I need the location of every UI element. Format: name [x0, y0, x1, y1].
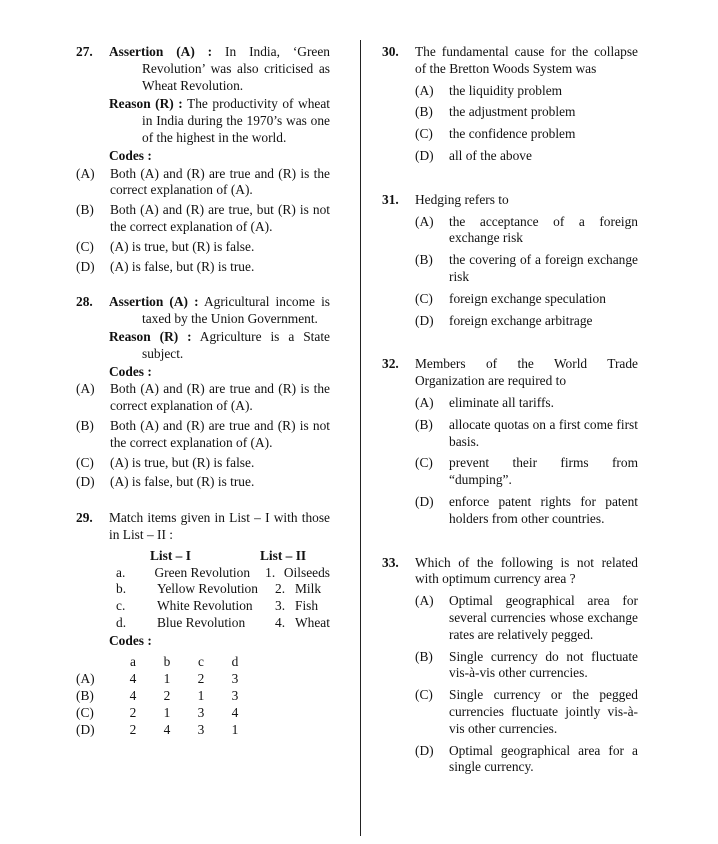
column-divider [360, 40, 361, 836]
option-c[interactable]: (C) the confidence problem [415, 126, 576, 142]
question-number: 33. [382, 554, 399, 570]
match-row: c. White Revolution 3. Fish [116, 598, 319, 614]
assertion [109, 294, 330, 328]
option-b[interactable]: (B) Single currency do not fluctuate vis-à-vis other currencies. [415, 648, 638, 681]
match-row: a. Green Revolution 1. Oilseeds [116, 564, 330, 580]
option-b[interactable]: (B) the adjustment problem [415, 104, 576, 120]
question-text: Members of the World Trade Organization are required to [415, 356, 638, 389]
question-28 [76, 294, 330, 491]
option-d[interactable]: (D) all of the above [415, 147, 532, 163]
option-label: (A) [76, 381, 95, 397]
assertion-label: Assertion (A) : [109, 44, 213, 59]
option-a[interactable] [76, 381, 330, 415]
code-option-d[interactable]: (D) 2 4 3 1 [76, 721, 239, 737]
list-2-heading: List – II [260, 547, 307, 563]
option-c[interactable]: (C) foreign exchange speculation [415, 290, 606, 306]
question-number: 30. [382, 44, 399, 59]
reason-label: Reason (R) : [109, 328, 192, 344]
option-d[interactable]: (D) enforce patent rights for patent holders from other countries. [415, 493, 638, 526]
option-d[interactable]: (D) foreign exchange arbitrage [415, 312, 593, 328]
codes-header-row: a b c d [130, 653, 239, 669]
option-text: Both (A) and (R) are true and (R) is the correct explanation of (A). [110, 381, 330, 414]
option-text: (A) is false, but (R) is true. [110, 258, 255, 274]
option-b[interactable]: (B) the covering of a foreign exchange risk [415, 252, 638, 284]
assertion-text: Agricultural income is taxed by the Union Government. [142, 294, 331, 327]
option-d[interactable] [76, 259, 330, 276]
question-33 [382, 555, 638, 777]
code-option-c[interactable]: (C) 2 1 3 4 [76, 704, 239, 720]
question-text: Hedging refers to [415, 191, 509, 207]
option-label: (D) [76, 474, 95, 490]
question-text: The fundamental cause for the collapse of the Bretton Woods System was [415, 44, 638, 76]
assertion-text: In India, ‘Green Revolution’ was also criticised as Wheat Revolution. [142, 44, 330, 93]
option-a[interactable]: (A) eliminate all tariffs. [415, 394, 554, 410]
question-30 [382, 44, 638, 165]
option-label: (B) [76, 417, 94, 433]
assertion-label: Assertion (A) : [109, 294, 199, 310]
question-27 [76, 44, 330, 275]
left-column [76, 44, 330, 739]
reason [109, 329, 330, 363]
codes-label: Codes : [109, 147, 152, 163]
match-list [76, 565, 330, 632]
option-d[interactable]: (D) Optimal geographical area for a single currency. [415, 742, 638, 775]
question-number: 27. [76, 44, 93, 59]
code-option-a[interactable]: (A) 4 1 2 3 [76, 670, 239, 686]
option-label: (A) [76, 165, 95, 181]
option-b[interactable] [76, 202, 330, 236]
option-text: (A) is true, but (R) is false. [110, 454, 255, 470]
option-c[interactable] [76, 455, 330, 472]
question-text: Match items given in List – I with those in List – II : [109, 510, 330, 542]
reason-label: Reason (R) : [109, 96, 183, 112]
question-number: 28. [76, 294, 93, 310]
codes-label: Codes : [109, 632, 152, 648]
match-row: b. Yellow Revolution 2. Milk [116, 581, 322, 597]
option-a[interactable]: (A) the liquidity problem [415, 82, 563, 98]
reason-text: Agriculture is a State subject. [142, 328, 330, 361]
option-b[interactable]: (B) allocate quotas on a first come first basis. [415, 416, 638, 449]
option-a[interactable] [76, 166, 330, 200]
option-text: Both (A) and (R) are true and (R) is the correct explanation of (A). [110, 165, 330, 198]
option-b[interactable] [76, 418, 330, 452]
question-text: Which of the following is not related with optimum currency area ? [415, 554, 638, 587]
option-label: (C) [76, 454, 94, 470]
reason [109, 96, 330, 146]
question-29 [76, 510, 330, 738]
question-31 [382, 192, 638, 330]
option-label: (D) [76, 258, 95, 274]
question-number: 32. [382, 356, 399, 372]
option-text: (A) is false, but (R) is true. [110, 474, 255, 490]
option-a[interactable]: (A) Optimal geographical area for several currencies whose exchange rates are relatively pegged. [415, 593, 638, 642]
option-c[interactable]: (C) Single currency or the pegged currencies fluctuate jointly vis-à-vis other currencies. [415, 687, 638, 736]
option-d[interactable] [76, 474, 330, 491]
assertion [109, 44, 330, 94]
option-text: Both (A) and (R) are true and (R) is not the correct explanation of (A). [110, 417, 330, 450]
option-label: (B) [76, 202, 94, 218]
reason-text: The productivity of wheat in India during the 1970’s was one of the highest in the world. [142, 96, 330, 145]
question-32 [382, 356, 638, 527]
codes-label: Codes : [109, 363, 152, 379]
option-label: (C) [76, 238, 94, 254]
option-c[interactable] [76, 239, 330, 256]
option-a[interactable]: (A) the acceptance of a foreign exchange risk [415, 213, 638, 246]
option-c[interactable]: (C) prevent their firms from “dumping”. [415, 455, 638, 488]
list-1-heading: List – I [150, 547, 191, 563]
codes-table [76, 654, 252, 739]
question-number: 29. [76, 510, 93, 526]
code-option-b[interactable]: (B) 4 2 1 3 [76, 687, 239, 703]
option-text: (A) is true, but (R) is false. [110, 238, 255, 254]
option-text: Both (A) and (R) are true, but (R) is not the correct explanation of (A). [110, 202, 330, 234]
match-row: d. Blue Revolution 4. Wheat [116, 614, 330, 630]
match-list-header [76, 548, 330, 565]
question-number: 31. [382, 191, 399, 207]
right-column [382, 44, 638, 776]
